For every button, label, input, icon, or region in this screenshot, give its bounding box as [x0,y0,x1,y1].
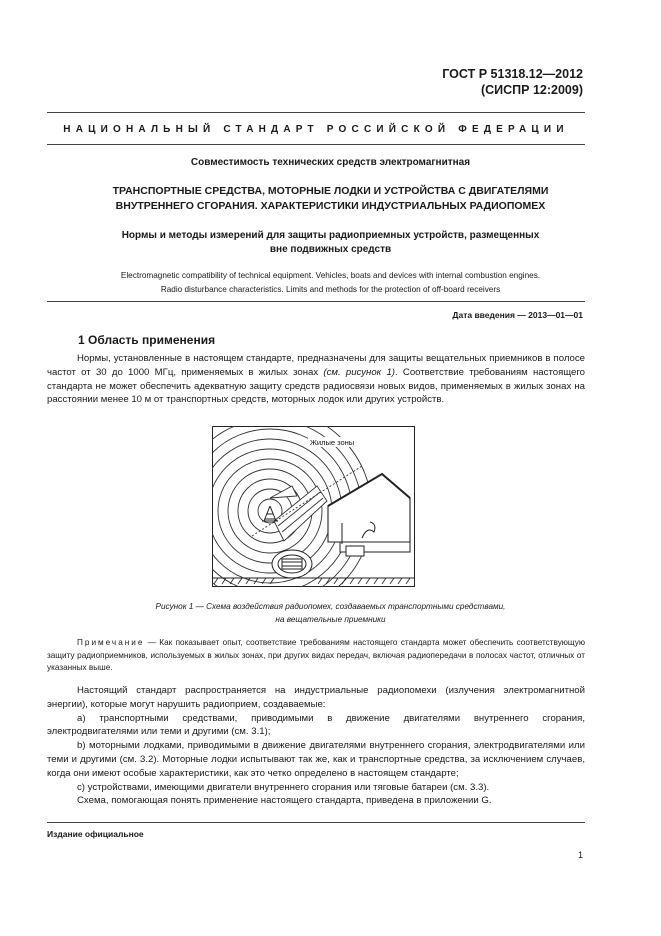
body-paragraph-2: Настоящий стандарт распространяется на индустриальные радиопомехи (излучения электромагнитной энергии), которые могут нарушить радиоприем, создаваемые: [47,685,585,710]
caption-line-1: Рисунок 1 — Схема воздействия радиопомех, создаваемых транспортными средствами, [155,602,506,611]
note-text: — Как показывает опыт, соответствие требованиям настоящего стандарта может обеспечить соответствующую защиту радиоприемников, используемых в жилых зонах, при других видах передач, включая радиопередачи в полосах частот, отличных от указанных выше. [47,638,585,672]
top-rule [47,112,585,113]
subject-line: Совместимость технических средств электромагнитная [190,157,471,168]
note-paragraph [47,637,585,675]
banner-rule [47,144,585,145]
standard-designation [442,66,583,98]
national-standard-banner: НАЦИОНАЛЬНЫЙ СТАНДАРТ РОССИЙСКОЙ ФЕДЕРАЦИИ [63,124,569,135]
scope-paragraph [47,352,585,407]
title-line-2: ВНУТРЕННЕГО СГОРАНИЯ. ХАРАКТЕРИСТИКИ ИНДУСТРИАЛЬНЫХ РАДИОПОМЕХ [115,200,546,212]
figure-reference: (см. рисунок 1) [323,366,395,378]
residential-zones-label [308,437,354,447]
scope-text-a: Нормы, установленные в настоящем стандарте, предназначены для защиты вещательных приемников в полосе частот от 30 до 1000 МГц, применяемых в жилых зонах [47,353,585,378]
scope-text-b: . Соответствие требованиям настоящего стандарта не может обеспечить адекватную защиту средств радиосвязи новых видов, применяемых в жилых зонах на расстоянии менее 10 м от транспортных средств, моторных лодок или других устройств. [47,366,586,406]
english-line-2: Radio disturbance characteristics. Limits and methods for the protection of off-board receivers [160,285,501,294]
english-line-1: Electromagnetic compatibility of technical equipment. Vehicles, boats and devices with internal combustion engines. [120,271,541,280]
cispr-number: (СИСПР 12:2009) [480,83,583,97]
subtitle-line-1: Нормы и методы измерений для защиты радиоприемных устройств, размещенных [121,230,540,241]
zones-label: Жилые зоны [310,438,355,447]
section-heading: 1 Область применения [78,333,216,347]
body-paragraph-3: Схема, помогающая понять применение настоящего стандарта, приведена в приложении G. [77,795,492,807]
caption-line-2: на вещательные приемники [275,615,386,624]
list-item-b: b) моторными лодками, приводимыми в движение двигателями внутреннего сгорания, электродвигателями или теми и другими (см. 3.2). Моторные лодки испытывают так же, как и транспортные средства, за исключением случаев, когда они имеют особые характеристики, как это четко определено в настоящем стандарте; [47,740,585,779]
vehicle [272,550,312,578]
interference-diagram [212,426,415,587]
title-rule [47,301,585,302]
document-title [60,184,601,214]
figure-1 [212,426,415,587]
list-item-c: c) устройствами, имеющими двигатели внутреннего сгорания или тяговые батареи (см. 3.3). [77,781,490,793]
subtitle-line-2: вне подвижных средств [269,244,392,255]
gost-number: ГОСТ Р 51318.12—2012 [442,67,583,81]
title-line-1: ТРАНСПОРТНЫЕ СРЕДСТВА, МОТОРНЫЕ ЛОДКИ И УСТРОЙСТВА С ДВИГАТЕЛЯМИ [112,185,549,197]
introduction-date: Дата введения — 2013—01—01 [452,310,583,320]
list-item-a: a) транспортными средствами, приводимыми в движение двигателями внутреннего сгорания, электродвигателями или теми и другими (см. 3.1); [47,712,585,738]
page-number: 1 [577,850,583,860]
body-text [47,684,585,808]
english-title [60,269,601,297]
official-edition: Издание официальное [47,829,144,839]
figure-caption [60,600,601,626]
footer-rule [47,822,585,823]
note-lead: Примечание [77,638,145,647]
document-subtitle [60,229,601,257]
